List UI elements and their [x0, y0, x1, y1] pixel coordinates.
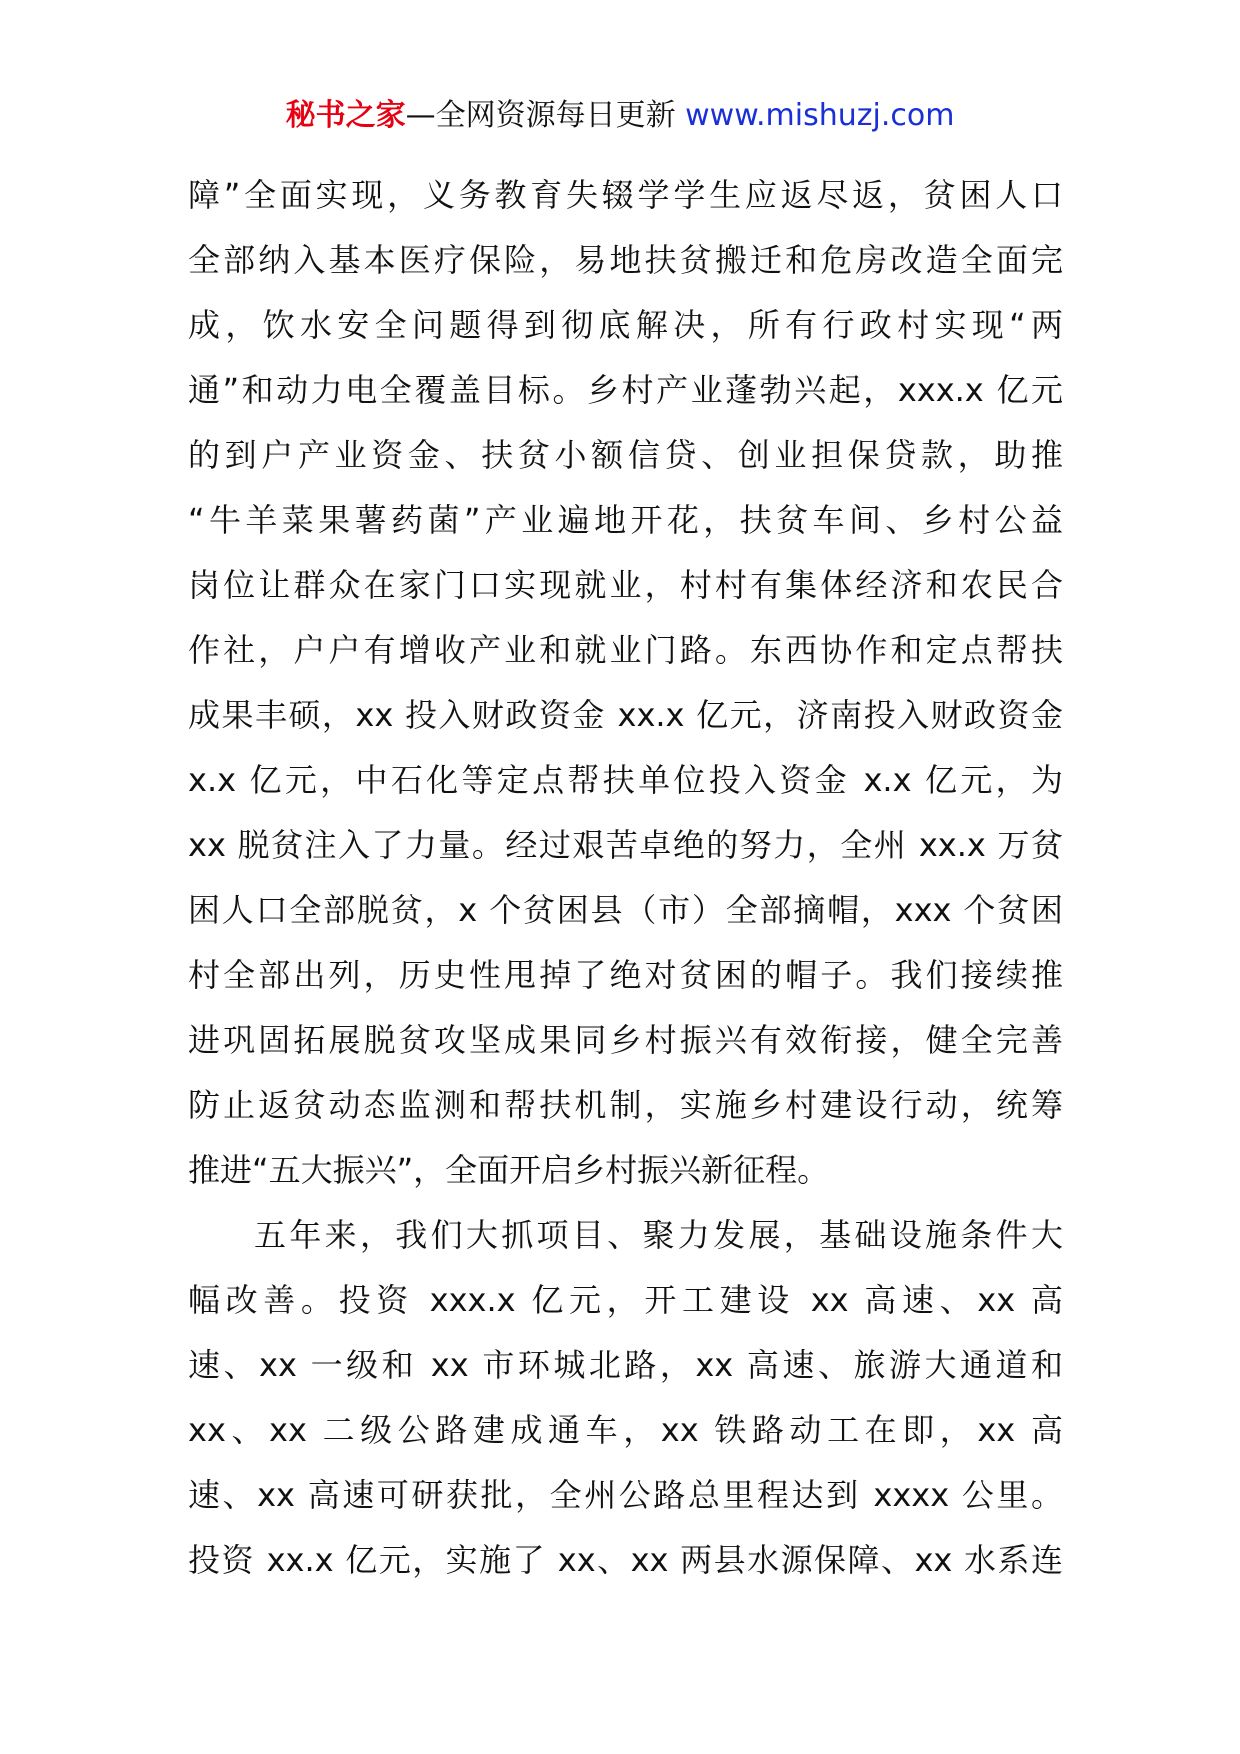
site-brand: 秘书之家: [285, 98, 406, 133]
text-line: 的到户产业资金、扶贫小额信贷、创业担保贷款，助推: [188, 436, 1063, 474]
text-line: 成，饮水安全问题得到彻底解决，所有行政村实现“两: [188, 306, 1063, 344]
text-line: 幅改善。投资 xxx.x 亿元，开工建设 xx 高速、xx 高: [188, 1281, 1063, 1319]
text-line: 作社，户户有增收产业和就业门路。东西协作和定点帮扶: [188, 631, 1063, 669]
document-body: [188, 163, 1063, 1593]
text-line-indented: 五年来，我们大抓项目、聚力发展，基础设施条件大: [254, 1216, 1063, 1254]
text-line: 速、xx 一级和 xx 市环城北路，xx 高速、旅游大通道和: [188, 1346, 1063, 1384]
text-line: 速、xx 高速可研获批，全州公路总里程达到 xxxx 公里。: [188, 1476, 1063, 1514]
text-line: 通”和动力电全覆盖目标。乡村产业蓬勃兴起，xxx.x 亿元: [188, 371, 1063, 409]
text-line: 岗位让群众在家门口实现就业，村村有集体经济和农民合: [188, 566, 1063, 604]
site-tagline: —全网资源每日更新: [405, 98, 676, 133]
text-line: 全部纳入基本医疗保险，易地扶贫搬迁和危房改造全面完: [188, 241, 1063, 279]
text-line: 村全部出列，历史性甩掉了绝对贫困的帽子。我们接续推: [188, 956, 1063, 994]
text-line: “牛羊菜果薯药菌”产业遍地开花，扶贫车间、乡村公益: [188, 501, 1063, 539]
text-line: 投资 xx.x 亿元，实施了 xx、xx 两县水源保障、xx 水系连: [188, 1541, 1063, 1579]
site-header: [0, 96, 1240, 136]
text-line: 推进“五大振兴”，全面开启乡村振兴新征程。: [188, 1151, 830, 1189]
text-line: 成果丰硕，xx 投入财政资金 xx.x 亿元，济南投入财政资金: [188, 696, 1063, 734]
text-line: x.x 亿元，中石化等定点帮扶单位投入资金 x.x 亿元，为: [188, 761, 1063, 799]
text-line: 进巩固拓展脱贫攻坚成果同乡村振兴有效衔接，健全完善: [188, 1021, 1063, 1059]
text-line: 困人口全部脱贫，x 个贫困县（市）全部摘帽，xxx 个贫困: [188, 891, 1063, 929]
text-line: 防止返贫动态监测和帮扶机制，实施乡村建设行动，统筹: [188, 1086, 1063, 1124]
text-line: 障”全面实现，义务教育失辍学学生应返尽返，贫困人口: [188, 176, 1063, 214]
text-line: xx 脱贫注入了力量。经过艰苦卓绝的努力，全州 xx.x 万贫: [188, 826, 1063, 864]
site-url-link[interactable]: www.mishuzj.com: [685, 98, 955, 133]
text-line: xx、xx 二级公路建成通车，xx 铁路动工在即，xx 高: [188, 1411, 1063, 1449]
